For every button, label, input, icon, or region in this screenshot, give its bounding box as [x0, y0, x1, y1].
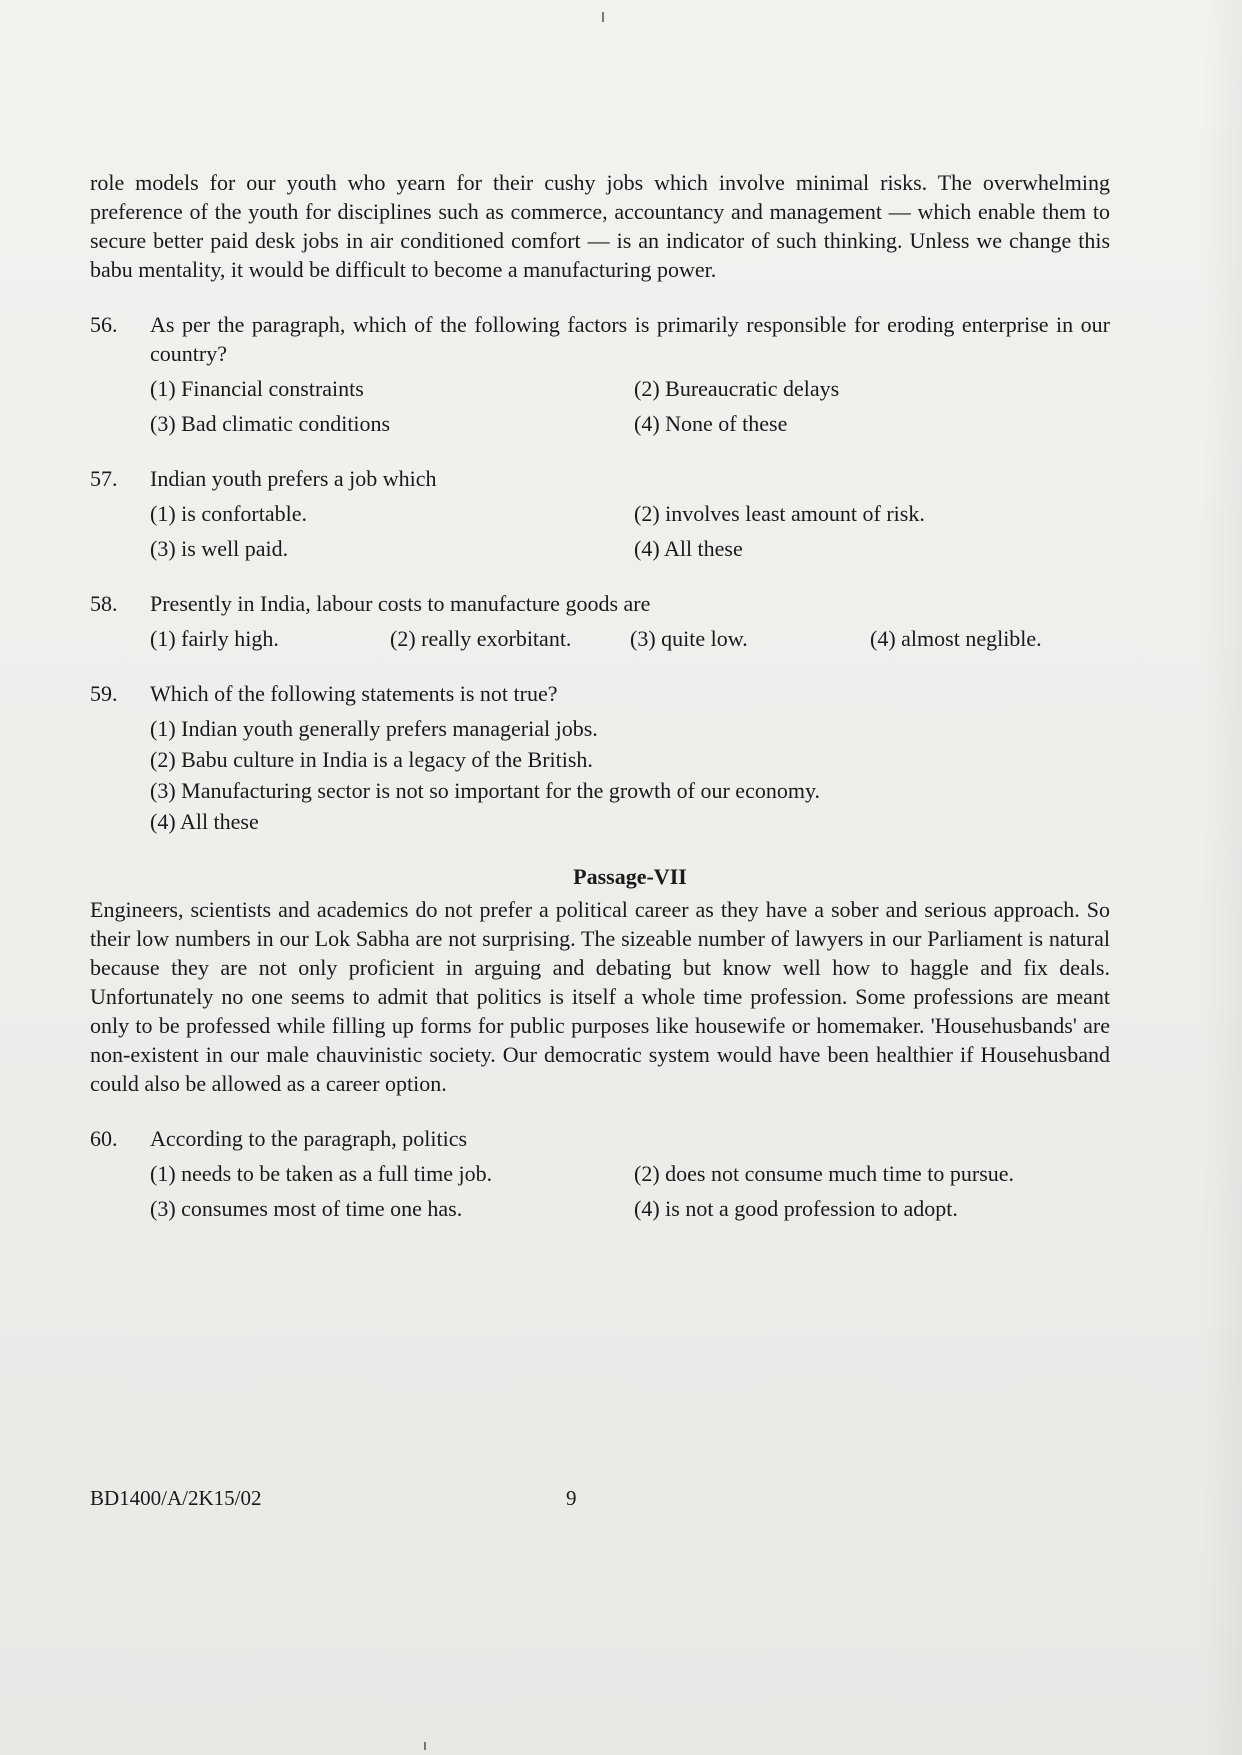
- option-2: (2) Babu culture in India is a legacy of the British.: [150, 747, 593, 772]
- question-text: Which of the following statements is not true?: [150, 681, 558, 706]
- scan-speck: [424, 1742, 426, 1750]
- question-number: 58.: [90, 591, 118, 616]
- option-3: (3) consumes most of time one has.: [150, 1196, 463, 1221]
- option-4: (4) All these: [150, 809, 259, 834]
- option-4: (4) All these: [634, 536, 743, 561]
- option-1: (1) needs to be taken as a full time job.: [150, 1161, 493, 1186]
- question-60: [90, 1124, 1110, 1223]
- question-text: According to the paragraph, politics: [150, 1126, 468, 1151]
- scan-speck: [602, 12, 604, 22]
- option-4: (4) None of these: [634, 411, 788, 436]
- option-3: (3) is well paid.: [150, 536, 289, 561]
- option-2: (2) does not consume much time to pursue.: [634, 1161, 1015, 1186]
- scan-shadow: [1202, 0, 1242, 1755]
- question-59: [90, 679, 1110, 836]
- option-3: (3) Bad climatic conditions: [150, 411, 391, 436]
- question-56: [90, 310, 1110, 438]
- option-3: (3) Manufacturing sector is not so important for the growth of our economy.: [150, 778, 821, 803]
- page-number: 9: [566, 1486, 577, 1510]
- option-1: (1) is confortable.: [150, 501, 307, 526]
- option-4: (4) almost neglible.: [870, 626, 1042, 651]
- page-content: [90, 168, 1110, 1223]
- option-1: (1) Indian youth generally prefers managerial jobs.: [150, 716, 598, 741]
- option-2: (2) Bureaucratic delays: [634, 376, 840, 401]
- option-1: (1) Financial constraints: [150, 376, 364, 401]
- question-57: [90, 464, 1110, 563]
- question-number: 56.: [90, 312, 118, 337]
- question-number: 57.: [90, 466, 118, 491]
- question-text: As per the paragraph, which of the following factors is primarily responsible for eroding enterprise in our country?: [150, 312, 1110, 366]
- question-number: 60.: [90, 1126, 118, 1151]
- question-58: [90, 589, 1110, 653]
- exam-code: BD1400/A/2K15/02: [90, 1486, 262, 1510]
- question-number: 59.: [90, 681, 118, 706]
- question-text: Presently in India, labour costs to manufacture goods are: [150, 591, 651, 616]
- option-3: (3) quite low.: [630, 626, 748, 651]
- option-1: (1) fairly high.: [150, 626, 279, 651]
- intro-paragraph: role models for our youth who yearn for their cushy jobs which involve minimal risks. The overwhelming preference of the youth for disciplines such as commerce, accountancy and management — which enable them to secure better paid desk jobs in air conditioned comfort — is an indicator of such thinking. Unless we change this babu mentality, it would be difficult to become a manufacturing power.: [90, 170, 1110, 282]
- passage-text: Engineers, scientists and academics do not prefer a political career as they have a sober and serious approach. So their low numbers in our Lok Sabha are not surprising. The sizeable number of lawyers in our Parliament is natural because they are not only proficient in arguing and debating but know well how to haggle and fix deals. Unfortunately no one seems to admit that politics is itself a whole time profession. Some professions are meant only to be professed while filling up forms for public purposes like housewife or homemaker. 'Househusbands' are non-existent in our male chauvinistic society. Our democratic system would have been healthier if Househusband could also be allowed as a career option.: [90, 897, 1110, 1096]
- option-2: (2) involves least amount of risk.: [634, 501, 925, 526]
- option-2: (2) really exorbitant.: [390, 626, 572, 651]
- passage-title: Passage-VII: [573, 864, 687, 889]
- option-4: (4) is not a good profession to adopt.: [634, 1196, 958, 1221]
- question-text: Indian youth prefers a job which: [150, 466, 437, 491]
